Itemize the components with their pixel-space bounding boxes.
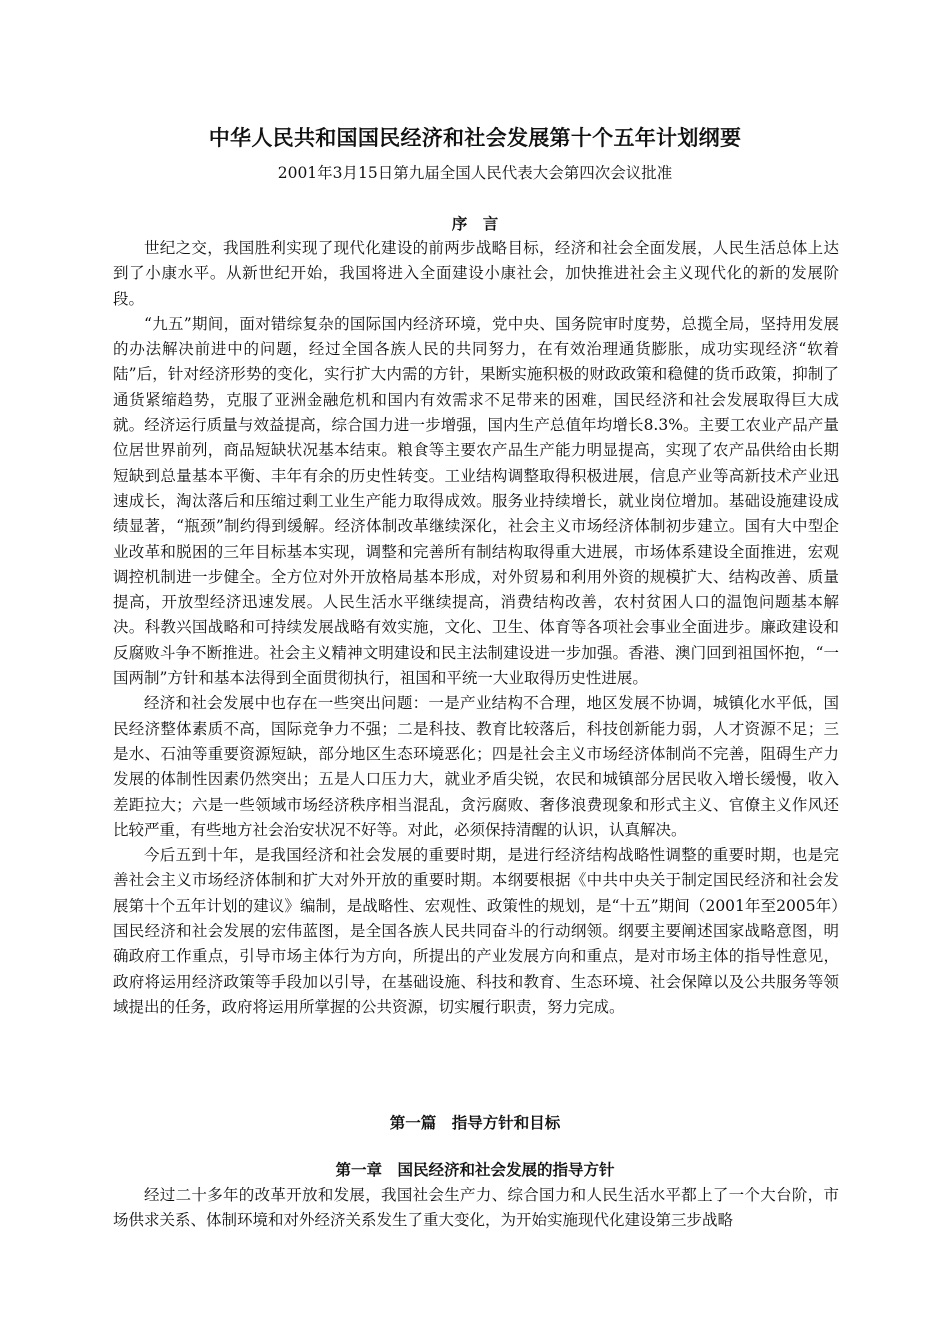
preface-paragraph-1: 世纪之交，我国胜利实现了现代化建设的前两步战略目标，经济和社会全面发展，人民生活总体上达到了小康水平。从新世纪开始，我国将进入全面建设小康社会，加快推进社会主义现代化的新的发展阶段。 (113, 239, 839, 308)
preface-paragraph-3: 经济和社会发展中也存在一些突出问题：一是产业结构不合理，地区发展不协调，城镇化水平低，国民经济整体素质不高，国际竞争力不强；二是科技、教育比较落后，科技创新能力弱，人才资源不足；三是水、石油等重要资源短缺，部分地区生态环境恶化；四是社会主义市场经济体制尚不完善，阻碍生产力发展的体制性因素仍然突出；五是人口压力大，就业矛盾尖锐，农民和城镇部分居民收入增长缓慢，收入差距拉大；六是一些领域市场经济秩序相当混乱，贪污腐败、奢侈浪费现象和形式主义、官僚主义作风还比较严重，有些地方社会治安状况不好等。对此，必须保持清醒的认识，认真解决。 (113, 694, 839, 839)
document-title: 中华人民共和国国民经济和社会发展第十个五年计划纲要 (208, 125, 742, 150)
preface-paragraph-2: “九五”期间，面对错综复杂的国际国内经济环境，党中央、国务院审时度势，总揽全局，坚持用发展的办法解决前进中的问题，经过全国各族人民的共同努力，在有效治理通货膨胀，成功实现经济“软着陆”后，针对经济形势的变化，实行扩大内需的方针，果断实施积极的财政政策和稳健的货币政策，抑制了通货紧缩趋势，克服了亚洲金融危机和国内有效需求不足带来的困难，国民经济和社会发展取得巨大成就。经济运行质量与效益提高，综合国力进一步增强，国内生产总值年均增长8.3%。主要工农业产品产量位居世界前列，商品短缺状况基本结束。粮食等主要农产品生产能力明显提高，实现了农产品供给由长期短缺到总量基本平衡、丰年有余的历史性转变。工业结构调整取得积极进展，信息产业等高新技术产业迅速成长，淘汰落后和压缩过剩工业生产能力取得成效。服务业持续增长，就业岗位增加。基础设施建设成绩显著，“瓶颈”制约得到缓解。经济体制改革继续深化，社会主义市场经济体制初步建立。国有大中型企业改革和脱困的三年目标基本实现，调整和完善所有制结构取得重大进展，市场体系建设全面推进，宏观调控机制进一步健全。全方位对外开放格局基本形成，对外贸易和利用外资的规模扩大、结构改善、质量提高，开放型经济迅速发展。人民生活水平继续提高，消费结构改善，农村贫困人口的温饱问题基本解决。科教兴国战略和可持续发展战略有效实施，文化、卫生、体育等各项社会事业全面进步。廉政建设和反腐败斗争不断推进。社会主义精神文明建设和民主法制建设进一步加强。香港、澳门回到祖国怀抱，“一国两制”方针和基本法得到全面贯彻执行，祖国和平统一大业取得历史性进展。 (113, 314, 839, 688)
chapter-heading: 第一章 国民经济和社会发展的指导方针 (335, 1160, 615, 1179)
preface-paragraph-4: 今后五到十年，是我国经济和社会发展的重要时期，是进行经济结构战略性调整的重要时期，也是完善社会主义市场经济体制和扩大对外开放的重要时期。本纲要根据《中共中央关于制定国民经济和社会发展第十个五年计划的建议》编制，是战略性、宏观性、政策性的规划，是“十五”期间（2001年至2005年）国民经济和社会发展的宏伟蓝图，是全国各族人民共同奋斗的行动纲领。纲要主要阐述国家战略意图，明确政府工作重点，引导市场主体行为方向，所提出的产业发展方向和重点，是对市场主体的指导性意见，政府将运用经济政策等手段加以引导，在基础设施、科技和教育、生态环境、社会保障以及公共服务等领域提出的任务，政府将运用所掌握的公共资源，切实履行职责，努力完成。 (113, 846, 839, 1016)
chapter-paragraph-1: 经过二十多年的改革开放和发展，我国社会生产力、综合国力和人民生活水平都上了一个大台阶，市场供求关系、体制环境和对外经济关系发生了重大变化，为开始实施现代化建设第三步战略 (113, 1186, 839, 1230)
preface-body (113, 236, 839, 1020)
chapter-body (113, 1183, 839, 1234)
part-heading: 第一篇 指导方针和目标 (389, 1113, 561, 1132)
preface-heading: 序 言 (451, 214, 499, 233)
document-subtitle: 2001年3月15日第九届全国人民代表大会第四次会议批准 (277, 164, 673, 182)
